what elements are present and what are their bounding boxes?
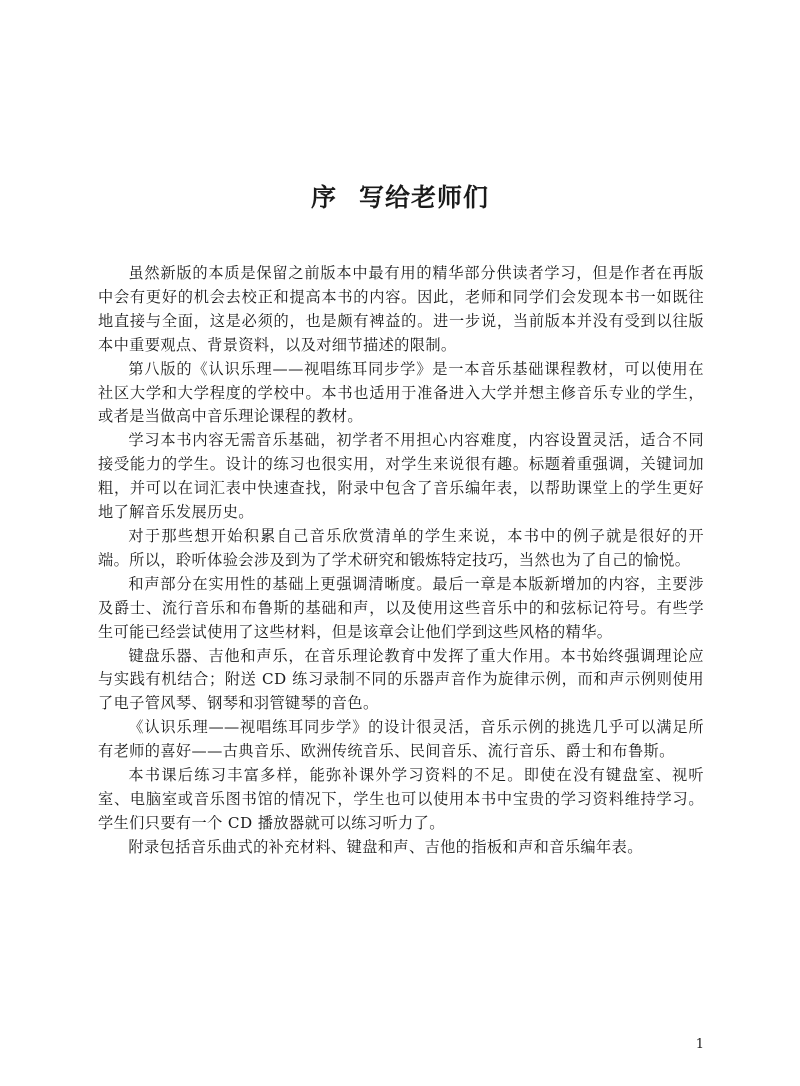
paragraph-9: 附录包括音乐曲式的补充材料、键盘和声、吉他的指板和声和音乐编年表。: [128, 837, 643, 856]
body-text: [98, 262, 704, 860]
paragraph-3: 学习本书内容无需音乐基础，初学者不用担心内容难度，内容设置灵活，适合不同接受能力的学生。设计的练习也很实用，对学生来说很有趣。标题着重强调，关键词加粗，并可以在词汇表中快速查找，附录中包含了音乐编年表，以帮助课堂上的学生更好地了解音乐发展历史。: [98, 431, 704, 522]
paragraph-7: 《认识乐理——视唱练耳同步学》的设计很灵活，音乐示例的挑选几乎可以满足所有老师的喜好——古典音乐、欧洲传统音乐、民间音乐、流行音乐、爵士和布鲁斯。: [98, 718, 704, 761]
paragraph-1: 虽然新版的本质是保留之前版本中最有用的精华部分供读者学习，但是作者在再版中会有更好的机会去校正和提高本书的内容。因此，老师和同学们会发现本书一如既往地直接与全面，这是必须的，也是颇有裨益的。进一步说，当前版本并没有受到以往版本中重要观点、背景资料，以及对细节描述的限制。: [98, 264, 704, 354]
paragraph-5: 和声部分在实用性的基础上更强调清晰度。最后一章是本版新增加的内容，主要涉及爵士、流行音乐和布鲁斯的基础和声，以及使用这些音乐中的和弦标记符号。有些学生可能已经尝试使用了这些材料，但是该章会让他们学到这些风格的精华。: [98, 574, 704, 641]
title-part-subtitle: 写给老师们: [359, 183, 490, 212]
page-number: 1: [695, 1037, 704, 1052]
paragraph-6: 键盘乐器、吉他和声乐，在音乐理论教育中发挥了重大作用。本书始终强调理论应与实践有机结合；附送 CD 练习录制不同的乐器声音作为旋律示例，而和声示例则使用了电子管风琴、钢琴和羽管键琴的音色。: [98, 646, 704, 713]
paragraph-2: 第八版的《认识乐理——视唱练耳同步学》是一本音乐基础课程教材，可以使用在社区大学和大学程度的学校中。本书也适用于准备进入大学并想主修音乐专业的学生，或者是当做高中音乐理论课程的教材。: [98, 359, 704, 426]
paragraph-8: 本书课后练习丰富多样，能弥补课外学习资料的不足。即使在没有键盘室、视听室、电脑室或音乐图书馆的情况下，学生也可以使用本书中宝贵的学习资料维持学习。学生们只要有一个 CD 播放器就可以练习听力了。: [98, 766, 704, 832]
page-title: [0, 178, 800, 214]
title-part-preface: 序: [310, 183, 337, 212]
paragraph-4: 对于那些想开始积累自己音乐欣赏清单的学生来说，本书中的例子就是很好的开端。所以，聆听体验会涉及到为了学术研究和锻炼特定技巧，当然也为了自己的愉悦。: [98, 526, 704, 569]
